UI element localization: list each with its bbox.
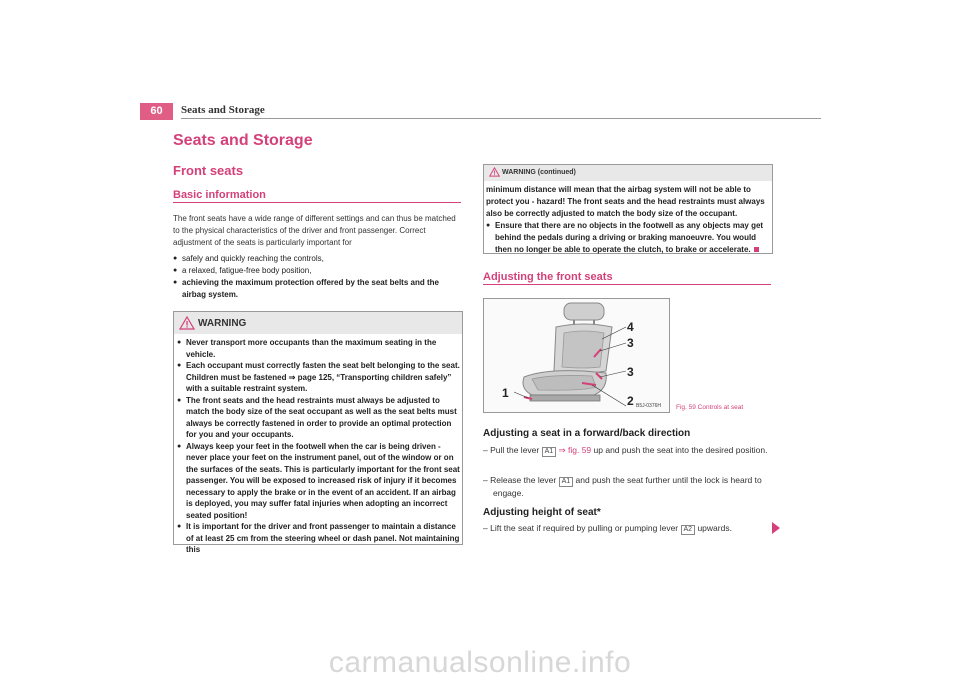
- warning-item: ● It is important for the driver and front passenger to maintain a distance of at least 25 cm from the steering wheel or dash panel. Not maintaining this: [177, 521, 461, 556]
- warning-item: ● The front seats and the head restraints must always be adjusted to match the body size of the seat occupant as well as the seat belts must always be correctly fastened in order to provide an optimal protection for you and your occupants.: [177, 395, 461, 441]
- warning-item: ● Never transport more occupants than the maximum seating in the vehicle.: [177, 337, 461, 360]
- warning-triangle-icon: [489, 167, 500, 177]
- section-title: Front seats: [173, 163, 244, 178]
- callout-3: 3: [627, 365, 634, 379]
- warning-item: [486, 220, 770, 256]
- section-rule: [483, 284, 771, 285]
- warning-item-text: Ensure that there are no objects in the footwell as any objects may get behind the pedals during a driving or braking manoeuvre. You would then no longer be able to operate the clutch, to brake or accelerate.: [495, 221, 764, 254]
- forward-back-title: Adjusting a seat in a forward/back direction: [483, 428, 691, 439]
- warning-continued-title: WARNING (continued): [502, 169, 576, 176]
- warning-triangle-icon: [179, 316, 195, 330]
- page-number: 60: [140, 103, 173, 120]
- warning-title: WARNING: [198, 318, 247, 329]
- list-item: ● a relaxed, fatigue-free body position,: [173, 265, 461, 277]
- step-text: – Lift the seat if required by pulling or pumping lever: [483, 523, 681, 533]
- next-page-arrow-icon[interactable]: [772, 522, 780, 534]
- step-text: upwards.: [695, 523, 732, 533]
- list-item: ● safely and quickly reaching the controls,: [173, 253, 461, 265]
- intro-paragraph: The front seats have a wide range of different settings and can thus be matched to the physical characteristics of the driver and front passenger. Correct adjustment of the seats is particularly important for: [173, 214, 456, 247]
- adjust-section-title: Adjusting the front seats: [483, 271, 613, 283]
- subsection-title: Basic information: [173, 189, 266, 201]
- step-text: and push the seat further until the lock is heard to engage.: [493, 475, 762, 498]
- warning-item: ● Each occupant must correctly fasten the seat belt belonging to the seat. Children must be fastened ⇒ page 125, “Transporting children safely” with a suitable restraint system.: [177, 360, 461, 395]
- figure-caption: Fig. 59 Controls at seat: [676, 404, 744, 411]
- step-text: up and push the seat into the desired position.: [591, 445, 768, 455]
- warning-continued-text: minimum distance will mean that the airbag system will not be able to protect you - hazard! The front seats and the head restraints must always also be correctly adjusted to match the body size of the occupant.: [486, 185, 765, 218]
- warning-list: [177, 337, 461, 556]
- list-item: ● achieving the maximum protection offered by the seat belts and the airbag system.: [173, 277, 461, 301]
- lever-badge: A1: [542, 447, 557, 457]
- bullet-list: [173, 253, 461, 301]
- running-head: Seats and Storage: [181, 104, 265, 116]
- seat-illustration: [484, 299, 669, 412]
- warning-box: [173, 311, 463, 554]
- height-title: Adjusting height of seat*: [483, 507, 601, 518]
- figure-link[interactable]: ⇒ fig. 59: [556, 445, 592, 455]
- warning-continued-box: [483, 164, 773, 254]
- callout-4: 4: [627, 320, 634, 334]
- instruction-step: [483, 474, 781, 500]
- seat-figure: [483, 298, 670, 413]
- callout-2: 2: [627, 394, 634, 408]
- header-rule: [181, 118, 821, 119]
- section-rule: [173, 202, 461, 203]
- callout-3: 3: [627, 336, 634, 350]
- step-text: – Pull the lever: [483, 445, 542, 455]
- lever-badge: A2: [681, 525, 696, 535]
- instruction-step: [483, 522, 781, 535]
- warning-continued-list: [486, 220, 770, 256]
- chapter-title: Seats and Storage: [173, 132, 313, 149]
- instruction-step: [483, 444, 781, 457]
- step-text: – Release the lever: [483, 475, 559, 485]
- end-marker-icon: [754, 247, 759, 252]
- figure-code: B5J-0376H: [636, 403, 662, 409]
- warning-item: ● Always keep your feet in the footwell when the car is being driven - never place your feet on the instrument panel, out of the window or on the surfaces of the seats. This is particularly important for the front seat passenger. You will be exposed to increased risk of injury if it becomes necessary to apply the brake or in the event of an accident. If an airbag is deployed, you may suffer fatal injuries when adopting an incorrect seated position!: [177, 441, 461, 522]
- callout-1: 1: [502, 386, 509, 400]
- lever-badge: A1: [559, 477, 574, 487]
- watermark: carmanualsonline.info: [328, 646, 632, 679]
